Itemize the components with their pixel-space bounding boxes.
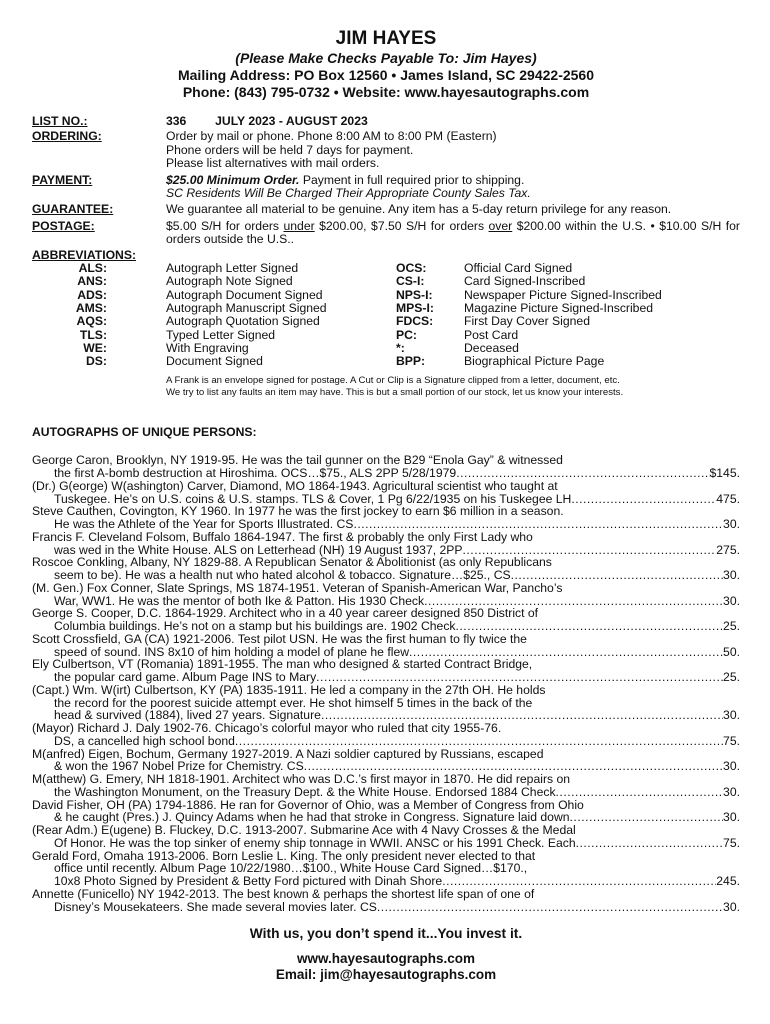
entry-price-line [32, 875, 740, 888]
list-item [32, 684, 740, 722]
guarantee-label: GUARANTEE: [32, 202, 114, 217]
entry-description: M(anfred) Eigen, Bochum, Germany 1927-2019. A Nazi soldier captured by Russians, escaped [32, 747, 544, 761]
abbreviation-meaning: Magazine Picture Signed-Inscribed [464, 300, 654, 315]
entry-description: the Washington Monument, on the Treasury Dept. & the White House. Endorsed 1884 Check [54, 784, 556, 799]
entry-price-line [32, 518, 740, 531]
entry-description: Francis F. Cleveland Folsom, Buffalo 1864-1947. The first & probably the only First Lady who [32, 530, 533, 544]
payable-note: (Please Make Checks Payable To: Jim Hayes) [235, 50, 537, 66]
entry-price-line [32, 595, 740, 608]
entry-price-line [32, 837, 740, 850]
abbreviation-code: ANS: [77, 274, 107, 289]
ordering-row [32, 130, 740, 170]
entry-price-line [32, 760, 740, 773]
abbreviation-meaning: Newspaper Picture Signed-Inscribed [464, 287, 662, 302]
entry-description: the record for the poorest suicide attempt ever. He shot himself 5 times in the back of the [54, 696, 533, 710]
entry-price-line [32, 493, 740, 506]
entry-price: 30. [723, 568, 740, 583]
abbreviation-meaning: Official Card Signed [464, 261, 573, 276]
entry-description: 10x8 Photo Signed by President & Betty Ford pictured with Dinah Shore [54, 874, 443, 889]
postage-over: over [488, 218, 513, 233]
footer-website: www.hayesautographs.com [296, 951, 476, 966]
minimum-order: $25.00 Minimum Order. [166, 172, 300, 187]
abbreviation-code: FDCS: [396, 314, 434, 329]
abbreviation-code: CS-I: [396, 274, 425, 289]
letterhead [32, 28, 740, 101]
list-item [32, 722, 740, 748]
abbreviation-code: AMS: [75, 300, 107, 315]
entry-price-line [32, 569, 740, 582]
dot-leader [456, 620, 724, 633]
list-item [32, 850, 740, 888]
entry-price-line [32, 620, 740, 633]
dot-leader [409, 646, 723, 659]
entry-description: M(atthew) G. Emery, NH 1818-1901. Architect who was D.C.’s first mayor in 1870. He did repairs on [32, 773, 571, 786]
abbreviation-code: AQS: [76, 314, 107, 329]
dot-leader [424, 595, 723, 608]
list-no-label: LIST NO.: [32, 114, 88, 128]
entry-price-line [32, 646, 740, 659]
postage-under: under [283, 218, 315, 233]
phone-website: Phone: (843) 795-0732 • Website: www.hayesautographs.com [182, 84, 590, 100]
list-item [32, 658, 740, 684]
abbreviation-code: PC: [396, 327, 417, 342]
abbreviation-code: WE: [83, 340, 107, 355]
abbreviations-title: ABBREVIATIONS: [32, 247, 137, 262]
slogan: With us, you don’t spend it...You invest it. [249, 926, 523, 941]
abbreviation-meaning: Deceased [464, 340, 519, 355]
guarantee-text: We guarantee all material to be genuine. Any item has a 5-day return privilege for any reason. [166, 202, 672, 217]
contact-footer [32, 951, 740, 983]
abbreviation-code: ALS: [78, 261, 107, 276]
list-item [32, 454, 740, 480]
dot-leader [442, 875, 716, 888]
section-title: AUTOGRAPHS OF UNIQUE PERSONS: [32, 425, 257, 440]
abbreviation-meaning: Autograph Note Signed [166, 274, 293, 289]
postage-label: POSTAGE: [32, 218, 95, 233]
sales-tax-note: SC Residents Will Be Charged Their Appropriate County Sales Tax. [166, 186, 531, 201]
abbreviation-code: BPP: [396, 354, 426, 369]
dot-leader [304, 760, 723, 773]
dot-leader [570, 811, 724, 824]
entry-description: Roscoe Conkling, Albany, NY 1829-88. A Republican Senator & Abolitionist (as only Republicans [32, 556, 552, 570]
entry-description: Of Honor. He was the top sinker of enemy ship tonnage in WWII. ANSC or his 1991 Check. Each [54, 835, 576, 850]
list-item [32, 633, 740, 659]
entry-description: Disney’s Mousekateers. She made several movies later. CS [54, 899, 377, 914]
list-item [32, 556, 740, 582]
terms-section [32, 115, 740, 399]
catalog-page [32, 28, 740, 913]
list-item [32, 748, 740, 774]
entry-description: Scott Crossfield, GA (CA) 1921-2006. Test pilot USN. He was the first human to fly twice the [32, 632, 527, 646]
entry-description: George Caron, Brooklyn, NY 1919-95. He was the tail gunner on the B29 “Enola Gay” & witnessed [32, 454, 563, 468]
dot-leader [556, 786, 724, 799]
postage-text: $5.00 S/H for orders [166, 218, 284, 233]
ordering-label: ORDERING: [32, 129, 102, 144]
ordering-line: Please list alternatives with mail orders. [166, 156, 380, 171]
entry-price: 30. [723, 517, 740, 532]
ordering-line: Order by mail or phone. Phone 8:00 AM to 8:00 PM (Eastern) [166, 129, 497, 144]
entry-description: Tuskegee. He’s on U.S. coins & U.S. stamps. TLS & Cover, 1 Pg 6/22/1935 on his Tuskegee LH [54, 491, 572, 506]
entry-price: 30. [723, 593, 740, 608]
frank-note: A Frank is an envelope signed for postage. A Cut or Clip is a Signature clipped from a letter, document, etc. [166, 375, 620, 387]
abbreviations-left [32, 262, 396, 368]
list-no-row [32, 115, 740, 128]
entry-description: head & survived (1884), lived 27 years. Signature [54, 708, 321, 723]
entry-description: seem to be). He was a health nut who hated alcohol & tobacco. Signature…$25., CS [54, 568, 511, 583]
abbreviation-meaning: Document Signed [166, 354, 263, 369]
ordering-line: Phone orders will be held 7 days for payment. [166, 142, 414, 157]
entry-description: War, WW1. He was the mentor of both Ike & Patton. His 1930 Check [54, 593, 425, 608]
entry-price: 30. [723, 810, 740, 825]
postage-row [32, 220, 740, 247]
list-item [32, 582, 740, 608]
entry-price: 275. [716, 542, 740, 557]
list-item [32, 480, 740, 506]
entry-description: DS, a cancelled high school bond [54, 733, 235, 748]
entry-description: Annette (Funicello) NY 1942-2013. The best known & perhaps the shortest life span of one of [32, 887, 535, 901]
abbreviation-code: DS: [86, 354, 107, 369]
postage-text: $200.00 within the U.S. • $10.00 S/H for orders outside the U.S.. [166, 218, 740, 247]
abbreviation-meaning: First Day Cover Signed [464, 314, 590, 329]
entry-price: 30. [723, 899, 740, 914]
entry-price-line [32, 901, 740, 914]
faults-note: We try to list any faults an item may have. This is but a small portion of our stock, let us know your interests. [166, 387, 624, 399]
mailing-address: Mailing Address: PO Box 12560 • James Island, SC 29422-2560 [177, 67, 595, 83]
dot-leader [571, 493, 716, 506]
abbreviation-meaning: Biographical Picture Page [464, 354, 605, 369]
entry-description: the first A-bomb destruction at Hiroshima. OCS…$75., ALS 2PP 5/28/1979 [54, 466, 457, 481]
entry-price-line [32, 811, 740, 824]
entry-price-line [32, 735, 740, 748]
abbreviation-code: TLS: [79, 327, 107, 342]
list-item [32, 607, 740, 633]
entry-description: (Capt.) Wm. W(irt) Culbertson, KY (PA) 1835-1911. He led a company in the 27th OH. He holds [32, 683, 546, 697]
entry-description: David Fisher, OH (PA) 1794-1886. He ran for Governor of Ohio, was a Member of Congress from Ohio [32, 798, 584, 812]
entry-price: 25. [723, 670, 740, 685]
entry-price-line [32, 709, 740, 722]
abbreviations-right [396, 262, 704, 368]
guarantee-row [32, 203, 740, 216]
payment-label: PAYMENT: [32, 172, 93, 187]
abbreviation-code: MPS-I: [396, 300, 434, 315]
abbreviation-code: *: [396, 340, 405, 355]
dealer-name: JIM HAYES [335, 28, 437, 49]
abbreviation-notes [166, 375, 740, 399]
entry-description: speed of sound. INS 8x10 of him holding a model of plane he flew [54, 644, 410, 659]
entry-description: George S. Cooper, D.C. 1864-1929. Architect who in a 40 year career designed 850 District of [32, 607, 539, 621]
list-number: 336 [166, 114, 187, 128]
dot-leader [456, 467, 709, 480]
abbreviation-code: ADS: [77, 287, 107, 302]
entry-price: 30. [723, 759, 740, 774]
entry-description: Steve Cauthen, Covington, KY 1960. In 1977 he was the first jockey to earn $6 million in a season. [32, 505, 564, 519]
entry-price-line [32, 671, 740, 684]
abbreviation-meaning: Typed Letter Signed [166, 327, 276, 342]
entry-price-line [32, 786, 740, 799]
entry-description: (Dr.) G(eorge) W(ashington) Carver, Diamond, MO 1864-1943. Agricultural scientist who taught at [32, 479, 558, 493]
abbreviation-meaning: With Engraving [166, 340, 249, 355]
entry-description: (M. Gen.) Fox Conner, Slate Springs, MS 1874-1951. Veteran of Spanish-American War, Pancho’s [32, 581, 563, 595]
entry-price: 245. [716, 874, 740, 889]
list-item [32, 531, 740, 557]
abbreviation-meaning: Autograph Quotation Signed [166, 314, 320, 329]
abbreviations-table [32, 262, 740, 368]
abbreviation-meaning: Autograph Document Signed [166, 287, 323, 302]
list-item [32, 888, 740, 914]
abbreviation-code: NPS-I: [396, 287, 433, 302]
dot-leader [377, 901, 723, 914]
abbreviation-code: OCS: [396, 261, 427, 276]
list-item [32, 773, 740, 799]
dot-leader [511, 569, 723, 582]
abbreviation-meaning: Autograph Letter Signed [166, 261, 299, 276]
entry-price: 50. [723, 644, 740, 659]
autograph-list [32, 454, 740, 913]
entry-description: the popular card game. Album Page INS to Mary [54, 670, 317, 685]
entry-description: & won the 1967 Nobel Prize for Chemistry. CS [54, 759, 304, 774]
entry-price: 475. [716, 491, 740, 506]
dot-leader [353, 518, 723, 531]
abbreviation-meaning: Autograph Manuscript Signed [166, 300, 327, 315]
entry-description: & he caught (Pres.) J. Quincy Adams when he had that stroke in Congress. Signature laid down [54, 810, 570, 825]
entry-price: 25. [723, 619, 740, 634]
entry-description: Gerald Ford, Omaha 1913-2006. Born Leslie L. King. The only president never elected to that [32, 849, 536, 863]
entry-price-line [32, 544, 740, 557]
payment-row [32, 174, 740, 201]
entry-description: Columbia buildings. He’s not on a stamp but his buildings are. 1902 Check [54, 619, 456, 634]
entry-description: Ely Culbertson, VT (Romania) 1891-1955. The man who designed & started Contract Bridge, [32, 658, 533, 672]
abbreviation-meaning: Card Signed-Inscribed [464, 274, 586, 289]
entry-description: (Rear Adm.) E(ugene) B. Fluckey, D.C. 1913-2007. Submarine Ace with 4 Navy Crosses & the Medal [32, 824, 576, 837]
entry-description: office until recently. Album Page 10/22/1980…$100., White House Card Signed…$170., [54, 862, 528, 876]
list-item [32, 824, 740, 850]
dot-leader [321, 709, 723, 722]
dot-leader [235, 735, 723, 748]
entry-price: $145. [709, 466, 740, 481]
entry-price: 30. [723, 784, 740, 799]
entry-description: was wed in the White House. ALS on Letterhead (NH) 19 August 1937, 2PP [54, 542, 463, 557]
dot-leader [316, 671, 723, 684]
entry-description: (Mayor) Richard J. Daly 1902-76. Chicago’s colorful mayor who ruled that city 1955-76. [32, 722, 502, 735]
dot-leader [576, 837, 723, 850]
list-item [32, 799, 740, 825]
footer-email: Email: jim@hayesautographs.com [275, 967, 497, 982]
postage-text: $200.00, $7.50 S/H for orders [314, 218, 489, 233]
entry-price: 75. [723, 835, 740, 850]
list-item [32, 505, 740, 531]
dot-leader [463, 544, 717, 557]
entry-price: 30. [723, 708, 740, 723]
entry-description: He was the Athlete of the Year for Sports Illustrated. CS [54, 517, 354, 532]
payment-text: Payment in full required prior to shipping. [299, 172, 525, 187]
abbreviation-meaning: Post Card [464, 327, 519, 342]
entry-price-line [32, 467, 740, 480]
list-dates: JULY 2023 - AUGUST 2023 [215, 114, 368, 128]
entry-price: 75. [723, 733, 740, 748]
